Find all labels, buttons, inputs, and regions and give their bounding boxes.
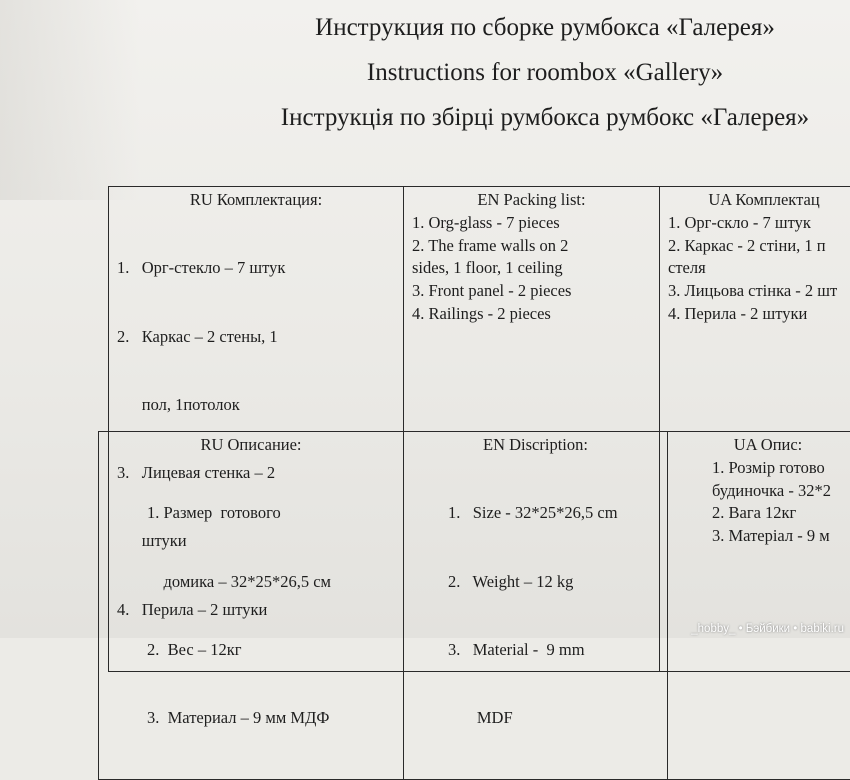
packing-en-list — [412, 212, 651, 326]
list-item: будиночка - 32*2 — [712, 480, 850, 503]
description-ru-list — [107, 457, 395, 776]
packing-en-heading: EN Packing list: — [412, 189, 651, 212]
title-en: Instructions for roombox «Gallery» — [0, 59, 850, 87]
list-item: 1. Size - 32*25*26,5 cm — [448, 502, 659, 525]
list-item: sides, 1 floor, 1 ceiling — [412, 257, 651, 280]
list-item: 2. The frame walls on 2 — [412, 235, 651, 258]
list-item: 2. Weight – 12 kg — [448, 571, 659, 594]
title-ua: Інструкція по збірці румбокса румбокс «Галерея» — [0, 104, 850, 132]
description-ua-list — [676, 457, 850, 548]
list-item: пол, 1потолок — [117, 394, 395, 417]
list-item: 2. Каркас - 2 стіни, 1 п — [668, 235, 850, 258]
list-item: 2. Каркас – 2 стены, 1 — [117, 326, 395, 349]
packing-ua-heading: UA Комплектац — [668, 189, 850, 212]
site-watermark: _hobby_ • Бэйбики • babiki.ru — [691, 623, 844, 635]
list-item: 3. Front panel - 2 pieces — [412, 280, 651, 303]
description-ua-cell — [668, 432, 850, 780]
list-item: 2. Вага 12кг — [712, 502, 850, 525]
list-item: стеля — [668, 257, 850, 280]
list-item: 1. Размер готового — [147, 502, 395, 525]
list-item: 4. Перила - 2 штуки — [668, 303, 850, 326]
list-item: 3. Лицьова стінка - 2 шт — [668, 280, 850, 303]
list-item: штуки — [117, 530, 395, 553]
list-item: 1. Орг-скло - 7 штук — [668, 212, 850, 235]
description-ua-heading: UA Опис: — [676, 434, 850, 457]
list-item: 3. Матеріал - 9 м — [712, 525, 850, 548]
list-item: 3. Лицевая стенка – 2 — [117, 462, 395, 485]
list-item: 1. Org-glass - 7 pieces — [412, 212, 651, 235]
description-ru-heading: RU Описание: — [107, 434, 395, 457]
list-item: домика – 32*25*26,5 см — [147, 571, 395, 594]
description-en-heading: EN Discription: — [412, 434, 659, 457]
list-item: MDF — [448, 707, 659, 730]
list-item: 4. Railings - 2 pieces — [412, 303, 651, 326]
description-en-cell — [404, 432, 668, 780]
list-item: 3. Материал – 9 мм МДФ — [147, 707, 395, 730]
description-en-list — [412, 457, 659, 776]
list-item: 3. Material - 9 mm — [448, 639, 659, 662]
list-item: 1. Орг-стекло – 7 штук — [117, 257, 395, 280]
table-row — [99, 432, 850, 780]
title-ru: Инструкция по сборке румбокса «Галерея» — [0, 14, 850, 42]
list-item: 1. Розмір готово — [712, 457, 850, 480]
list-item: 4. Перила – 2 штуки — [117, 599, 395, 622]
packing-ua-list — [668, 212, 850, 326]
description-table — [98, 431, 850, 780]
packing-ru-heading: RU Комплектация: — [117, 189, 395, 212]
description-ru-cell — [99, 432, 404, 780]
list-item: 2. Вес – 12кг — [147, 639, 395, 662]
